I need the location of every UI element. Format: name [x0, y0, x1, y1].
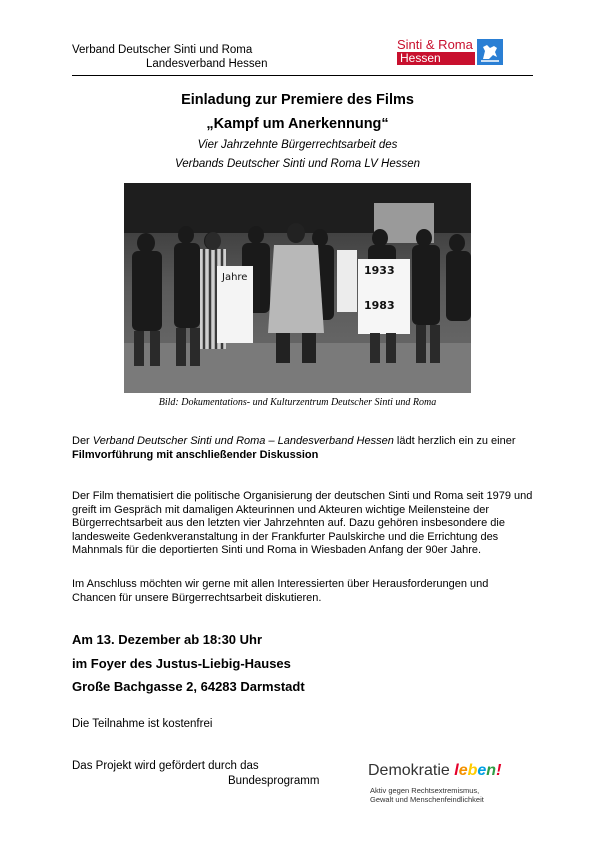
admission-note: Die Teilnahme ist kostenfrei [72, 718, 213, 730]
invite-pre: Der [72, 435, 93, 447]
logo-bottom-text: Hessen [400, 51, 441, 65]
dl-colored [454, 762, 501, 779]
dl-letter: e [477, 762, 487, 779]
header-divider [72, 75, 533, 76]
funding-note-line1: Das Projekt wird gefördert durch das [72, 760, 259, 772]
event-venue: im Foyer des Justus-Liebig-Hauses [72, 656, 291, 671]
invitation-text [72, 435, 534, 462]
logo-bar [397, 52, 475, 65]
demokratie-leben-wordmark [368, 762, 501, 780]
dl-word: Demokratie [368, 762, 455, 779]
dl-tagline-line2: Gewalt und Menschenfeindlichkeit [370, 795, 484, 804]
subtitle-line1: Vier Jahrzehnte Bürgerrechtsarbeit des [197, 139, 398, 151]
dl-letter: e [458, 762, 468, 779]
film-title: „Kampf um Anerkennung“ [206, 116, 389, 132]
sinti-roma-hessen-logo [397, 38, 505, 66]
funding-note-line2: Bundesprogramm [228, 775, 320, 787]
invite-bold: Filmvorführung mit anschließender Diskussion [72, 448, 319, 461]
photo-sign-text-1: Jahre [222, 272, 248, 283]
org-name-line1: Verband Deutscher Sinti und Roma [72, 44, 253, 56]
dl-letter: b [467, 762, 478, 779]
film-description: Der Film thematisiert die politische Organisierung der deutschen Sinti und Roma seit 1979 und greift im Gespräch mit damaligen Akteurinnen und Akteuren wichtige Meilensteine der Bürgerrechtsarbeit aus den letzten vier Jahrzehnten auf. Dazu gehören insbesondere die landesweite Gedenkveranstaltung in der Frankfurter Paulskirche und die Errichtung des Mahnmals für die deportierten Sinti und Roma in Wiesbaden Anfang der 90er Jahre. [72, 490, 533, 556]
dl-letter: ! [496, 762, 502, 779]
dl-letter: l [454, 762, 459, 779]
lion-icon [477, 39, 503, 65]
event-date: Am 13. Dezember ab 18:30 Uhr [72, 632, 263, 647]
org-name-line2: Landesverband Hessen [146, 58, 268, 70]
demokratie-leben-logo [368, 762, 533, 808]
dl-tagline-line1: Aktiv gegen Rechtsextremismus, [370, 786, 480, 795]
discussion-text: Im Anschluss möchten wir gerne mit allen Interessierten über Herausforderungen und Chancen für unsere Bürgerrechtsarbeit diskutieren. [72, 578, 489, 604]
dl-tagline [370, 786, 484, 804]
subtitle-line2: Verbands Deutscher Sinti und Roma LV Hessen [174, 158, 421, 170]
invite-mid: lädt herzlich ein zu einer [393, 435, 516, 447]
photo-sign-text-3: 1983 [364, 299, 395, 312]
page-title: Einladung zur Premiere des Films [181, 92, 414, 108]
logo-top-text: Sinti & Roma [397, 37, 473, 52]
invite-org: Verband Deutscher Sinti und Roma – Landesverband Hessen [92, 435, 394, 447]
dl-letter: n [486, 762, 497, 779]
event-address: Große Bachgasse 2, 64283 Darmstadt [72, 679, 305, 694]
photo-sign-text-2: 1933 [364, 264, 395, 277]
protest-photo [124, 183, 471, 393]
photo-caption: Bild: Dokumentations- und Kulturzentrum Deutscher Sinti und Roma [158, 397, 437, 408]
